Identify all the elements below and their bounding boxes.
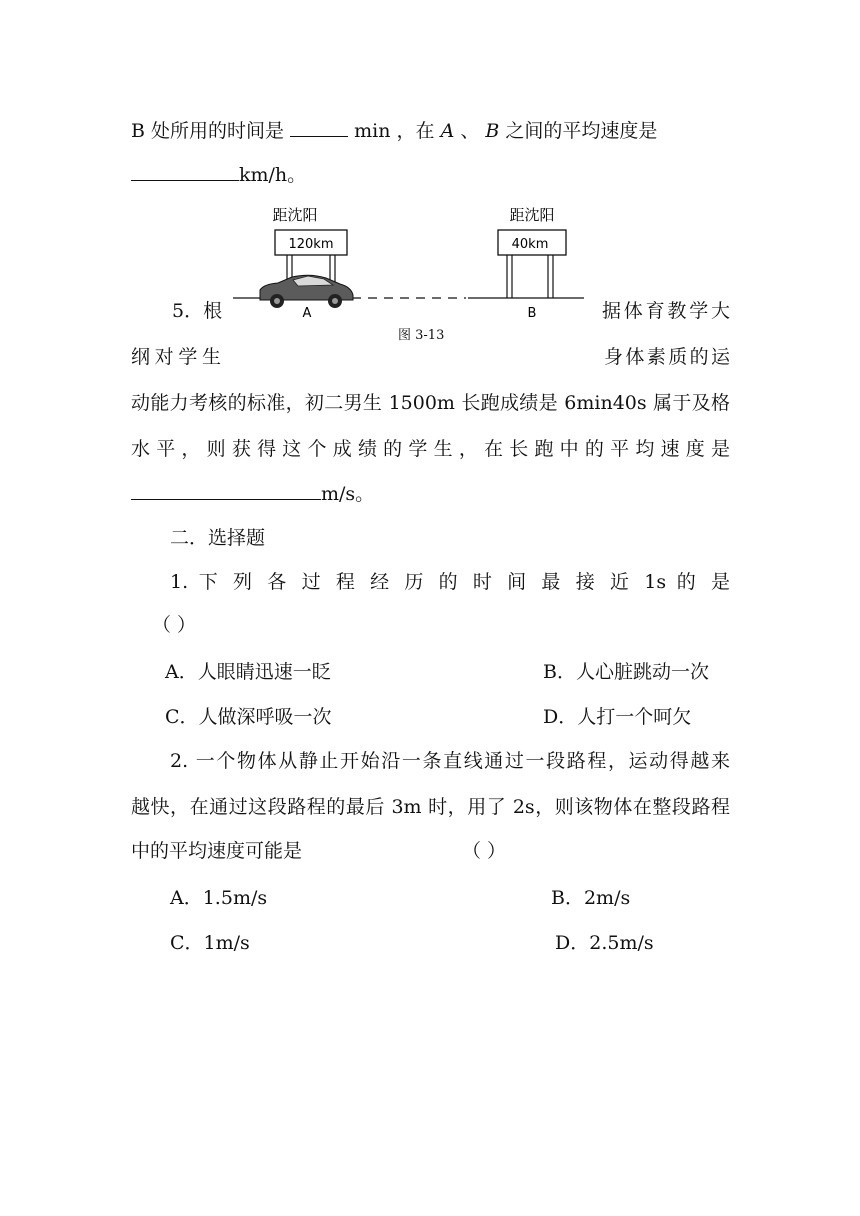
choice-q2-option-b[interactable]: B．2m/s	[551, 887, 631, 909]
choice-q1-answer-paren[interactable]: （ ）	[152, 614, 197, 636]
q4-var-b: B	[485, 120, 500, 142]
choice-q1-option-b[interactable]: B．人心脏跳动一次	[543, 661, 709, 683]
choice-q2-option-a[interactable]: A．1.5m/s	[170, 887, 268, 909]
road-sign-figure	[230, 200, 590, 325]
section-heading: 二．选择题	[170, 527, 266, 549]
choice-q2-line-2: 越快，在通过这段路程的最后 3m 时，用了 2s，则该物体在整段路程	[131, 796, 730, 818]
choice-q2-line-1: 2. 一个物体从静止开始沿一条直线通过一段路程，运动得越来	[170, 750, 730, 772]
point-b-label: B	[527, 306, 537, 321]
q5-line-5	[131, 479, 374, 506]
choice-q2-option-d[interactable]: D．2.5m/s	[555, 932, 654, 954]
choice-q1-option-c[interactable]: C．人做深呼吸一次	[165, 706, 332, 728]
q4-text-a: B 处所用的时间是	[131, 120, 285, 142]
q5-line-1-left: 5．根	[172, 300, 223, 322]
q5-line-1-right: 据体育教学大	[602, 300, 730, 322]
choice-q1-option-a[interactable]: A．人眼睛迅速一眨	[165, 661, 331, 683]
choice-q1-text: 1. 下 列 各 过 程 经 历 的 时 间 最 接 近 1s 的 是	[170, 571, 730, 593]
choice-q2-option-c[interactable]: C．1m/s	[170, 932, 250, 954]
figure-caption: 图 3-13	[398, 328, 445, 343]
q4-unit-kmh: km/h。	[239, 164, 307, 186]
q5-line-3: 动能力考核的标准，初二男生 1500m 长跑成绩是 6min40s 属于及格	[131, 392, 730, 414]
sign-label-left: 距沈阳	[272, 206, 318, 224]
q4-line-2	[131, 160, 306, 187]
q5-unit-ms: m/s。	[321, 483, 375, 505]
sign-value-left: 120km	[288, 237, 334, 252]
answer-blank-avg-speed[interactable]	[131, 484, 321, 500]
q5-line-2-right: 身体素质的运	[604, 346, 730, 368]
choice-q2-answer-paren[interactable]: （ ）	[462, 840, 507, 862]
choice-q2-line-3: 中的平均速度可能是	[131, 840, 303, 862]
choice-q1-option-d[interactable]: D．人打一个呵欠	[543, 706, 692, 728]
q4-unit-min: min	[354, 120, 391, 142]
q5-line-2-left: 纲对学生	[131, 346, 221, 368]
q4-text-b: ，在	[396, 120, 435, 142]
point-a-label: A	[302, 306, 312, 321]
answer-blank-speed[interactable]	[131, 165, 239, 181]
q4-sep: 、	[460, 120, 480, 142]
sign-label-right: 距沈阳	[509, 206, 555, 224]
q4-var-a: A	[440, 120, 455, 142]
q4-line-1	[131, 116, 657, 143]
q4-text-c: 之间的平均速度是	[505, 120, 658, 142]
q5-line-4: 水平，则获得这个成绩的学生，在长跑中的平均速度是	[131, 438, 730, 460]
car-icon	[260, 275, 353, 308]
answer-blank-time[interactable]	[290, 121, 348, 137]
sign-value-right: 40km	[511, 237, 549, 252]
